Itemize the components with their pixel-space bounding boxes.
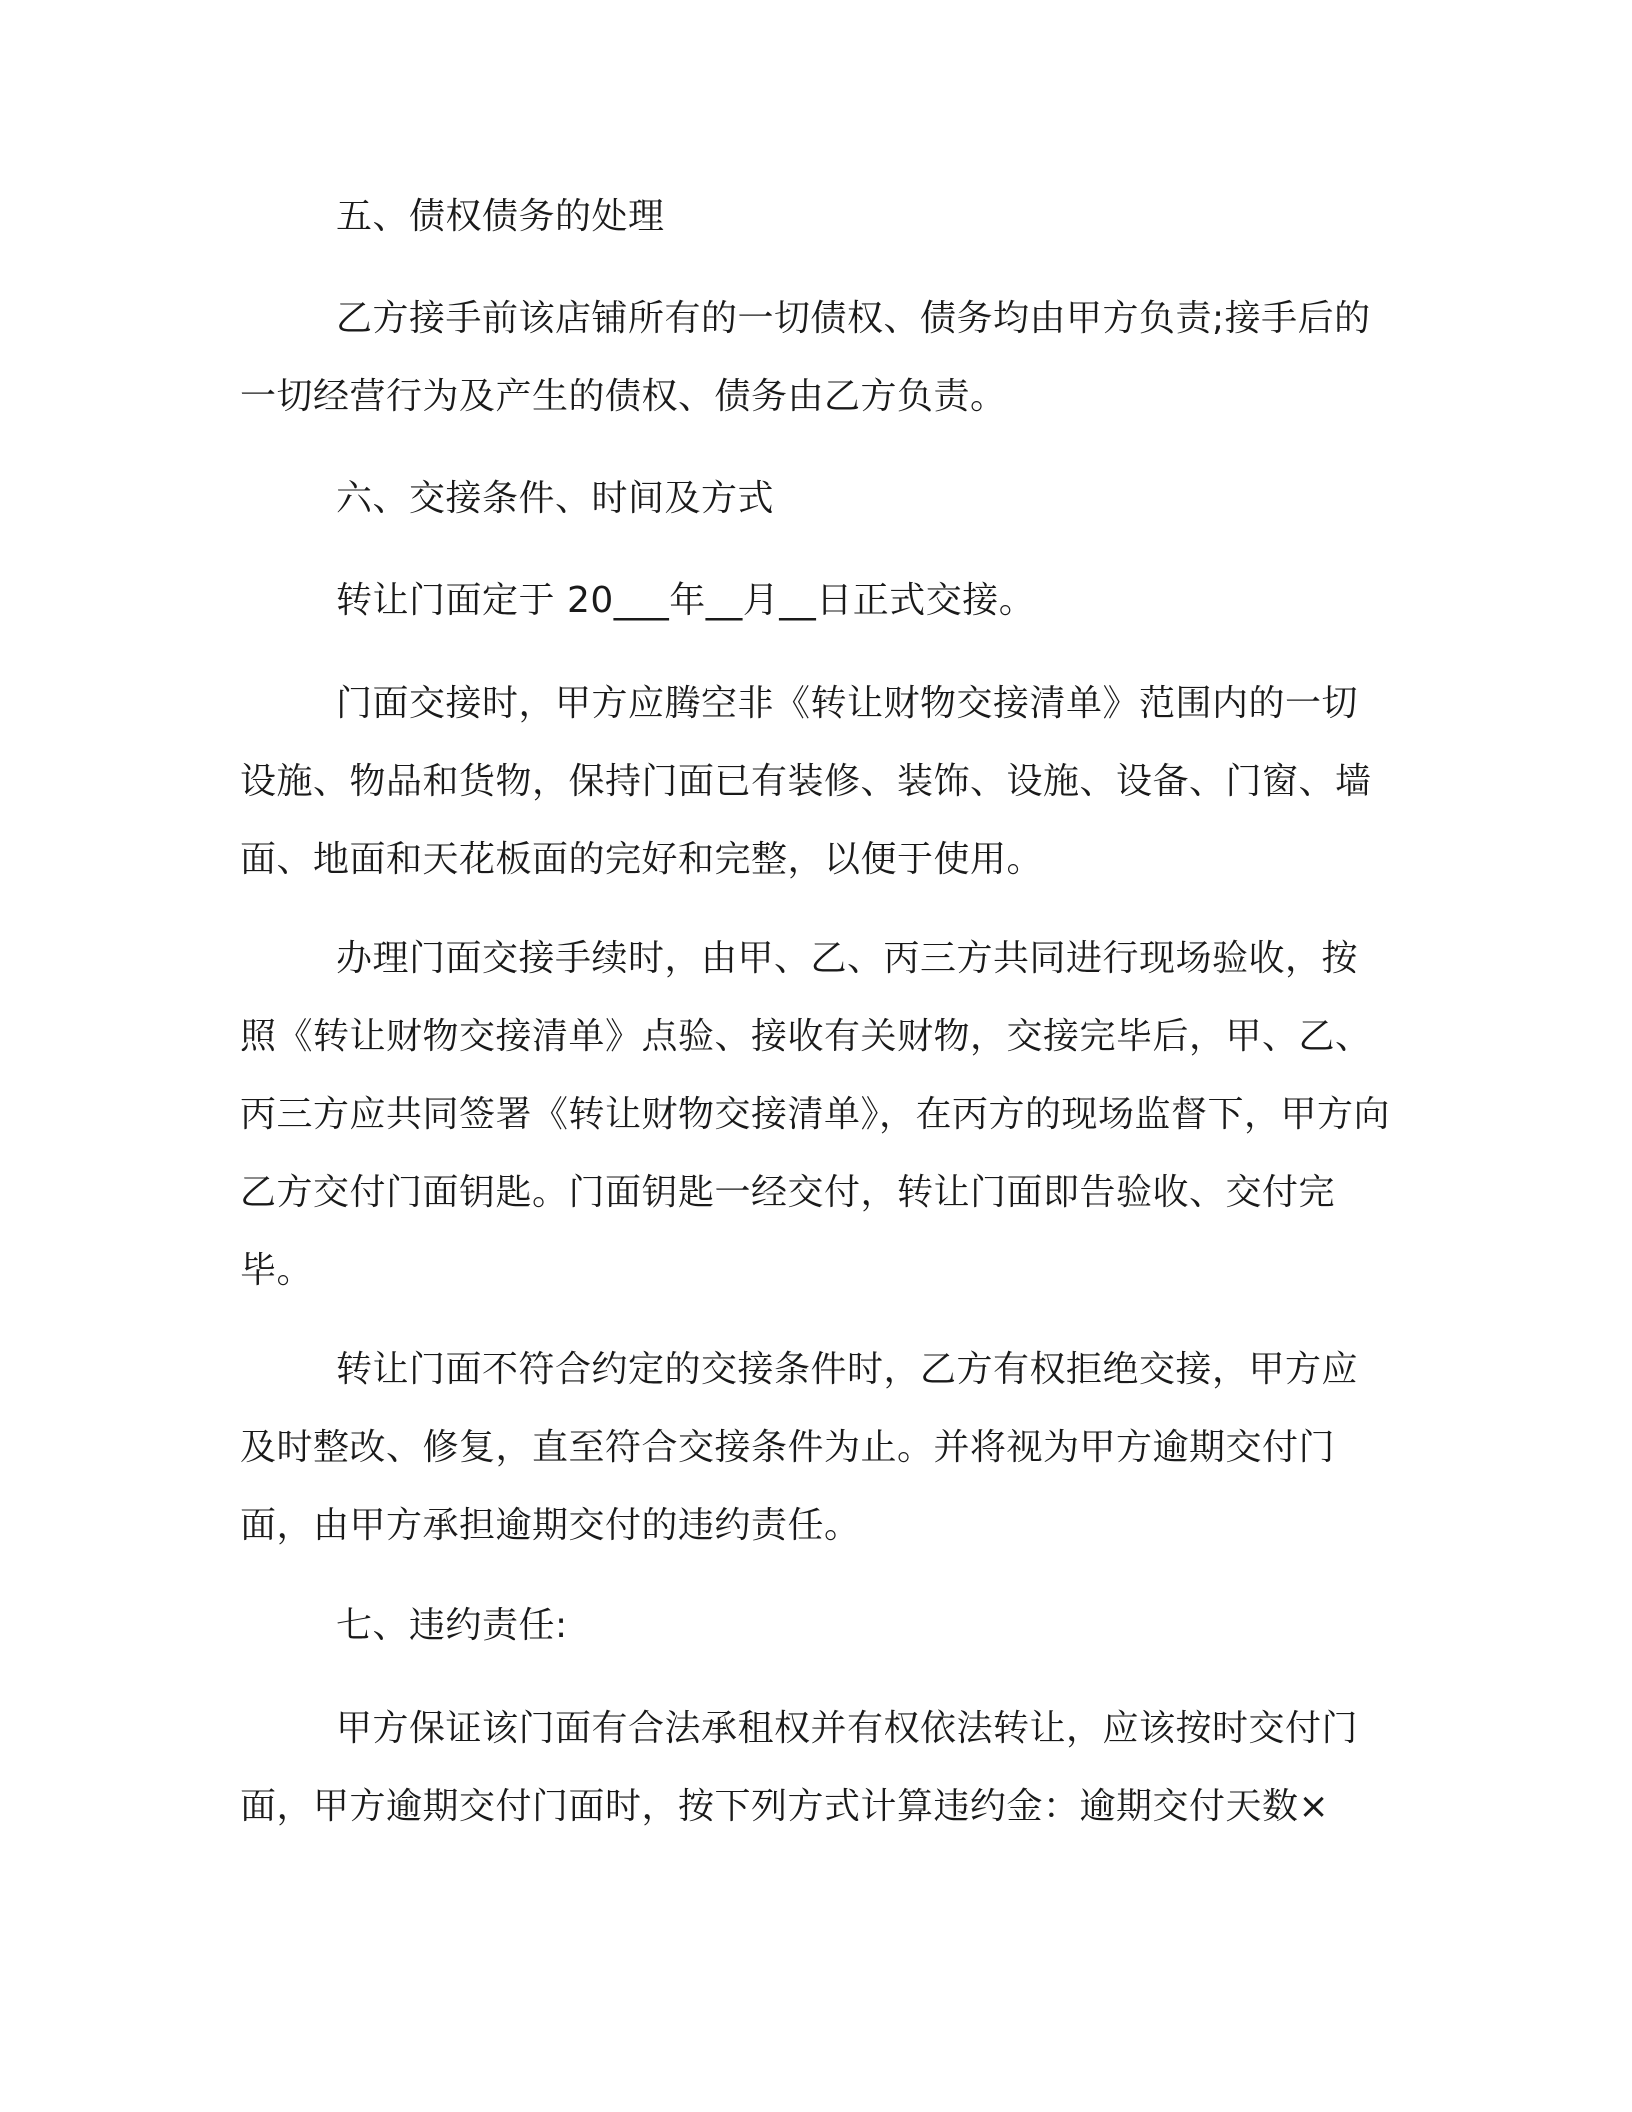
section-5-paragraph: 乙方接手前该店铺所有的一切债权、债务均由甲方负责;接手后的一切经营行为及产生的债权、债务由乙方负责。	[240, 298, 1371, 417]
breach-liability-paragraph: 甲方保证该门面有合法承租权并有权依法转让，应该按时交付门面，甲方逾期交付门面时，按下列方式计算违约金：逾期交付天数×	[240, 1708, 1359, 1827]
section-6-heading: 六、交接条件、时间及方式	[336, 478, 775, 519]
section-7-heading: 七、违约责任:	[336, 1605, 568, 1646]
handover-procedure-paragraph: 办理门面交接手续时，由甲、乙、丙三方共同进行现场验收，按照《转让财物交接清单》点验、接收有关财物，交接完毕后，甲、乙、丙三方应共同签署《转让财物交接清单》，在丙方的现场监督下，甲方向乙方交付门面钥匙。门面钥匙一经交付，转让门面即告验收、交付完毕。	[240, 938, 1391, 1291]
handover-date-paragraph: 转让门面定于 20___年__月__日正式交接。	[336, 580, 1036, 621]
section-5-heading: 五、债权债务的处理	[336, 196, 665, 237]
nonconformity-paragraph: 转让门面不符合约定的交接条件时，乙方有权拒绝交接，甲方应及时整改、修复，直至符合交接条件为止。并将视为甲方逾期交付门面，由甲方承担逾期交付的违约责任。	[240, 1349, 1359, 1546]
handover-conditions-paragraph: 门面交接时，甲方应腾空非《转让财物交接清单》范围内的一切设施、物品和货物，保持门面已有装修、装饰、设施、设备、门窗、墙面、地面和天花板面的完好和完整，以便于使用。	[240, 683, 1372, 880]
